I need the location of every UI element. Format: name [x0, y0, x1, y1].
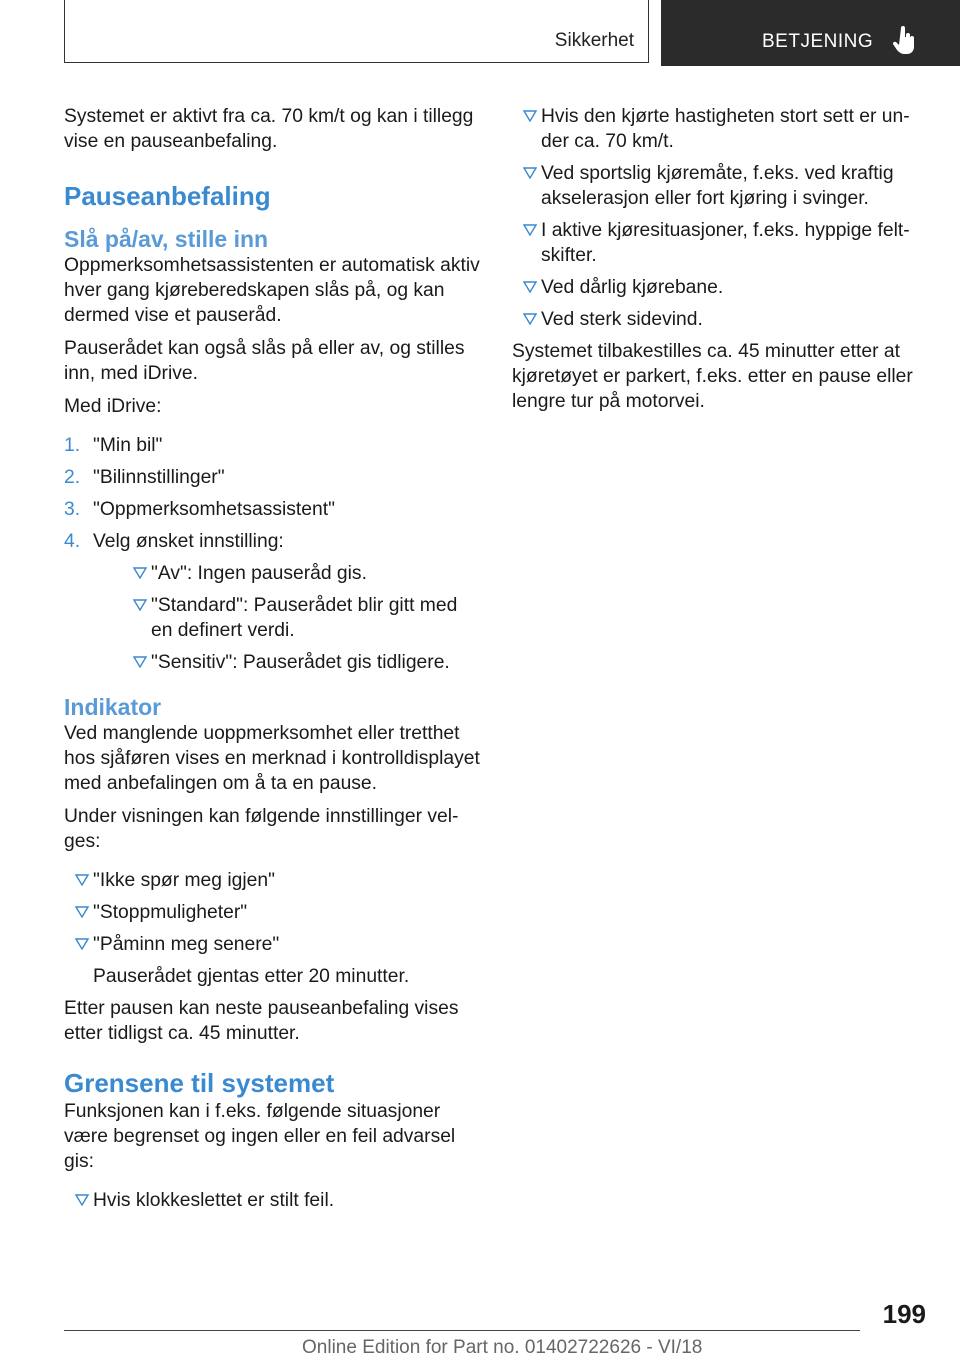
paragraph-idrive-toggle: Pauserådet kan også slås på eller av, og stilles inn, med iDrive. — [64, 338, 465, 384]
paragraph-with-idrive: Med iDrive: — [64, 396, 162, 417]
footer-divider — [64, 1330, 860, 1331]
step-text: "Oppmerksomhetsassistent" — [93, 499, 335, 520]
list-item — [512, 218, 922, 268]
edition-text: Online Edition for Part no. 01402722626 - VI/18 — [302, 1337, 703, 1358]
step-number: 4. — [64, 531, 81, 552]
choice-text: "Ikke spør meg igjen" — [93, 870, 275, 891]
list-item — [64, 465, 484, 490]
chapter-title: BETJENING — [762, 31, 874, 52]
chapter-tab — [661, 0, 960, 66]
header-section-box — [64, 0, 649, 63]
list-item — [64, 529, 484, 675]
list-item — [122, 650, 484, 675]
paragraph-indicator: Ved manglende uoppmerksomhet eller tretthet hos sjåføren vises en merknad i kontrolldisplayet med anbefalingen om å ta en pause. — [64, 723, 480, 794]
section-title: Sikkerhet — [554, 30, 634, 51]
list-item — [122, 593, 484, 643]
hand-pointer-icon — [893, 26, 919, 54]
limit-text: Ved dårlig kjørebane. — [541, 277, 724, 298]
right-column — [512, 104, 922, 422]
left-column — [64, 104, 484, 1220]
limit-text: I aktive kjøresituasjoner, f.eks. hyppige feltskifter. — [541, 220, 910, 266]
paragraph-after-pause: Etter pausen kan neste pauseanbefaling vises etter tidligst ca. 45 minutter. — [64, 998, 459, 1044]
limit-text: Hvis klokkeslettet er stilt feil. — [93, 1190, 335, 1211]
list-item — [512, 161, 922, 211]
list-item — [64, 433, 484, 458]
option-text: "Av": Ingen pauseråd gis. — [151, 563, 367, 584]
list-item — [64, 868, 484, 893]
paragraph-reset: Systemet tilbakestilles ca. 45 minutter etter at kjøretøyet er parkert, f.eks. etter en pause eller lengre tur på motorvei. — [512, 341, 913, 412]
reminder-note: Pauserådet gjentas etter 20 minutter. — [93, 966, 410, 987]
option-text: "Standard": Pauserådet blir gitt med en definert verdi. — [151, 595, 458, 641]
limit-text: Ved sportslig kjøremåte, f.eks. ved kraftig akselerasjon eller fort kjøring i svinger. — [541, 163, 894, 209]
step-number: 3. — [64, 499, 81, 520]
limits-list-right — [512, 104, 922, 332]
list-item — [64, 497, 484, 522]
step-number: 1. — [64, 435, 81, 456]
list-item — [64, 900, 484, 925]
heading-indikator: Indikator — [64, 694, 162, 720]
heading-grensene: Grensene til systemet — [64, 1068, 335, 1098]
limit-text: Ved sterk sidevind. — [541, 309, 703, 330]
option-text: "Sensitiv": Pauserådet gis tidligere. — [151, 652, 450, 673]
step-text: Velg ønsket innstilling: — [93, 531, 284, 552]
step-text: "Min bil" — [93, 435, 163, 456]
reminder-choices-list — [64, 868, 484, 957]
limit-text: Hvis den kjørte hastigheten stort sett er under ca. 70 km/t. — [541, 106, 910, 152]
choice-text: "Stoppmuligheter" — [93, 902, 248, 923]
limits-list-left — [64, 1188, 484, 1213]
paragraph-auto-active: Oppmerksomhetsassistenten er automatisk aktiv hver gang kjøreberedskapen slås på, og kan dermed vise et pauseråd. — [64, 255, 480, 326]
setting-options-list — [93, 561, 484, 675]
step-text: "Bilinnstillinger" — [93, 467, 225, 488]
choice-text: "Påminn meg senere" — [93, 934, 280, 955]
list-item — [64, 932, 484, 957]
list-item — [512, 307, 922, 332]
page-number: 199 — [882, 1299, 926, 1329]
list-item — [122, 561, 484, 586]
list-item — [512, 104, 922, 154]
list-item — [512, 275, 922, 300]
step-number: 2. — [64, 467, 81, 488]
paragraph-limits-intro: Funksjonen kan i f.eks. følgende situasjoner være begrenset og ingen eller en feil advarsel gis: — [64, 1101, 456, 1172]
intro-paragraph: Systemet er aktivt fra ca. 70 km/t og kan i tillegg vise en pauseanbefaling. — [64, 106, 474, 152]
list-item — [64, 1188, 484, 1213]
paragraph-settings-during: Under visningen kan følgende innstillinger velges: — [64, 806, 459, 852]
heading-sla-pa-av: Slå på/av, stille inn — [64, 226, 269, 252]
idrive-steps-list — [64, 433, 484, 675]
heading-pauseanbefaling: Pauseanbefaling — [64, 181, 271, 211]
